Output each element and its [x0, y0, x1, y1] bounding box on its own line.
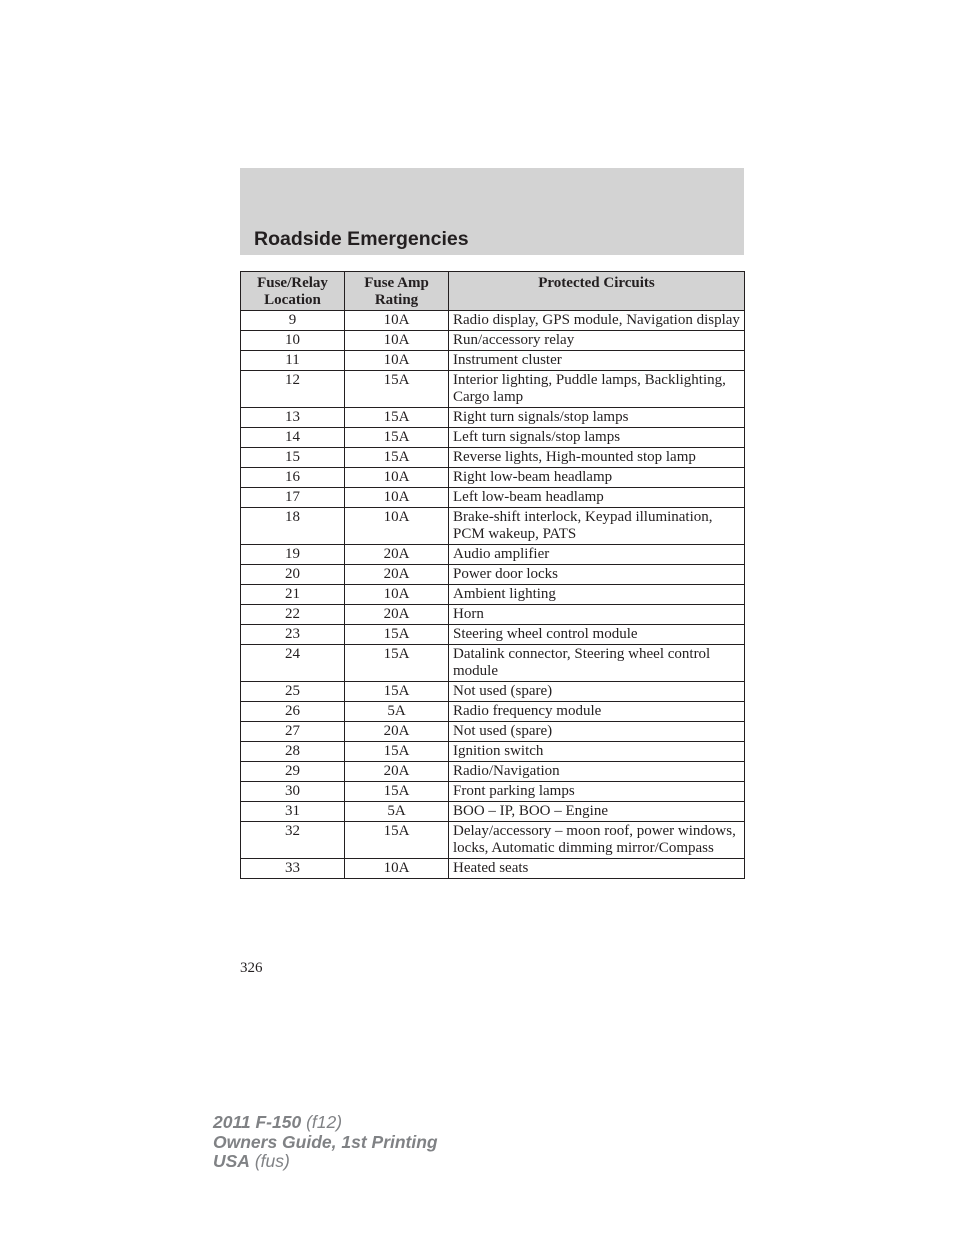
protected-circuits-cell: Right turn signals/stop lamps — [449, 408, 745, 428]
protected-circuits-cell: BOO – IP, BOO – Engine — [449, 802, 745, 822]
fuse-location-cell: 32 — [241, 822, 345, 859]
protected-circuits-cell: Ambient lighting — [449, 585, 745, 605]
table-row — [241, 645, 745, 682]
fuse-amp-cell: 15A — [345, 682, 449, 702]
table-row — [241, 468, 745, 488]
table-row — [241, 408, 745, 428]
fuse-location-cell: 29 — [241, 762, 345, 782]
fuse-table — [240, 271, 745, 879]
table-row — [241, 859, 745, 879]
footer-guide-edition: Owners Guide, 1st Printing — [213, 1131, 438, 1152]
footer-model: 2011 F-150 — [213, 1112, 302, 1132]
fuse-location-cell: 27 — [241, 722, 345, 742]
fuse-amp-cell: 15A — [345, 742, 449, 762]
fuse-location-cell: 15 — [241, 448, 345, 468]
protected-circuits-cell: Left low-beam headlamp — [449, 488, 745, 508]
fuse-amp-cell: 20A — [345, 565, 449, 585]
fuse-amp-cell: 10A — [345, 508, 449, 545]
table-row — [241, 722, 745, 742]
protected-circuits-cell: Delay/accessory – moon roof, power windows, locks, Automatic dimming mirror/Compass — [449, 822, 745, 859]
footer-publication-info — [213, 1113, 438, 1172]
fuse-amp-cell: 10A — [345, 351, 449, 371]
fuse-location-cell: 19 — [241, 545, 345, 565]
fuse-amp-cell: 5A — [345, 702, 449, 722]
fuse-amp-cell: 10A — [345, 859, 449, 879]
fuse-amp-cell: 15A — [345, 645, 449, 682]
fuse-location-cell: 25 — [241, 682, 345, 702]
protected-circuits-cell: Audio amplifier — [449, 545, 745, 565]
table-header-row — [241, 272, 745, 311]
section-header-band — [240, 168, 744, 255]
fuse-location-cell: 12 — [241, 371, 345, 408]
fuse-amp-cell: 20A — [345, 605, 449, 625]
protected-circuits-cell: Heated seats — [449, 859, 745, 879]
page-number: 326 — [240, 960, 263, 976]
fuse-amp-cell: 10A — [345, 585, 449, 605]
footer-model-code: (f12) — [306, 1112, 343, 1132]
fuse-amp-cell: 15A — [345, 782, 449, 802]
header-protected-circuits: Protected Circuits — [449, 272, 745, 311]
fuse-location-cell: 20 — [241, 565, 345, 585]
table-row — [241, 565, 745, 585]
table-row — [241, 508, 745, 545]
header-amp-line2: Rating — [374, 292, 419, 308]
table-row — [241, 822, 745, 859]
protected-circuits-cell: Right low-beam headlamp — [449, 468, 745, 488]
fuse-location-cell: 10 — [241, 331, 345, 351]
fuse-location-cell: 18 — [241, 508, 345, 545]
table-row — [241, 371, 745, 408]
fuse-location-cell: 30 — [241, 782, 345, 802]
table-row — [241, 782, 745, 802]
protected-circuits-cell: Radio display, GPS module, Navigation display — [449, 311, 745, 331]
protected-circuits-cell: Instrument cluster — [449, 351, 745, 371]
protected-circuits-cell: Power door locks — [449, 565, 745, 585]
table-row — [241, 682, 745, 702]
protected-circuits-cell: Reverse lights, High-mounted stop lamp — [449, 448, 745, 468]
fuse-amp-cell: 5A — [345, 802, 449, 822]
footer-line-1 — [213, 1113, 438, 1133]
protected-circuits-cell: Radio/Navigation — [449, 762, 745, 782]
table-row — [241, 331, 745, 351]
footer-line-3 — [213, 1152, 438, 1172]
fuse-location-cell: 16 — [241, 468, 345, 488]
protected-circuits-cell: Run/accessory relay — [449, 331, 745, 351]
fuse-location-cell: 33 — [241, 859, 345, 879]
header-location-line1: Fuse/Relay — [257, 275, 328, 291]
fuse-amp-cell: 15A — [345, 822, 449, 859]
table-row — [241, 625, 745, 645]
protected-circuits-cell: Radio frequency module — [449, 702, 745, 722]
fuse-amp-cell: 15A — [345, 625, 449, 645]
protected-circuits-cell: Interior lighting, Puddle lamps, Backlighting, Cargo lamp — [449, 371, 745, 408]
table-row — [241, 448, 745, 468]
fuse-amp-cell: 15A — [345, 448, 449, 468]
fuse-location-cell: 26 — [241, 702, 345, 722]
table-row — [241, 585, 745, 605]
fuse-location-cell: 14 — [241, 428, 345, 448]
fuse-amp-cell: 15A — [345, 428, 449, 448]
fuse-location-cell: 24 — [241, 645, 345, 682]
table-row — [241, 742, 745, 762]
table-row — [241, 545, 745, 565]
table-row — [241, 428, 745, 448]
header-location-line2: Location — [264, 292, 321, 308]
protected-circuits-cell: Horn — [449, 605, 745, 625]
protected-circuits-cell: Datalink connector, Steering wheel control module — [449, 645, 745, 682]
table-row — [241, 488, 745, 508]
fuse-location-cell: 9 — [241, 311, 345, 331]
header-amp-line1: Fuse Amp — [364, 275, 429, 291]
fuse-amp-cell: 10A — [345, 331, 449, 351]
fuse-amp-cell: 15A — [345, 408, 449, 428]
protected-circuits-cell: Not used (spare) — [449, 722, 745, 742]
fuse-location-cell: 17 — [241, 488, 345, 508]
fuse-amp-cell: 10A — [345, 488, 449, 508]
table-row — [241, 802, 745, 822]
table-row — [241, 351, 745, 371]
protected-circuits-cell: Left turn signals/stop lamps — [449, 428, 745, 448]
fuse-location-cell: 31 — [241, 802, 345, 822]
footer-market-code: (fus) — [254, 1151, 290, 1171]
fuse-location-cell: 23 — [241, 625, 345, 645]
fuse-amp-cell: 10A — [345, 311, 449, 331]
fuse-location-cell: 11 — [241, 351, 345, 371]
fuse-amp-cell: 20A — [345, 762, 449, 782]
protected-circuits-cell: Brake-shift interlock, Keypad illumination, PCM wakeup, PATS — [449, 508, 745, 545]
fuse-location-cell: 21 — [241, 585, 345, 605]
fuse-location-cell: 28 — [241, 742, 345, 762]
section-title: Roadside Emergencies — [254, 228, 469, 250]
protected-circuits-cell: Not used (spare) — [449, 682, 745, 702]
fuse-amp-cell: 20A — [345, 545, 449, 565]
fuse-amp-cell: 15A — [345, 371, 449, 408]
table-row — [241, 762, 745, 782]
table-row — [241, 605, 745, 625]
table-row — [241, 702, 745, 722]
fuse-location-cell: 13 — [241, 408, 345, 428]
fuse-amp-cell: 10A — [345, 468, 449, 488]
fuse-table-body — [241, 311, 745, 879]
protected-circuits-cell: Front parking lamps — [449, 782, 745, 802]
table-row — [241, 311, 745, 331]
fuse-location-cell: 22 — [241, 605, 345, 625]
protected-circuits-cell: Ignition switch — [449, 742, 745, 762]
footer-line-2 — [213, 1133, 438, 1153]
fuse-amp-cell: 20A — [345, 722, 449, 742]
header-location — [241, 272, 345, 311]
header-amp-rating — [345, 272, 449, 311]
protected-circuits-cell: Steering wheel control module — [449, 625, 745, 645]
footer-market: USA — [213, 1151, 250, 1171]
